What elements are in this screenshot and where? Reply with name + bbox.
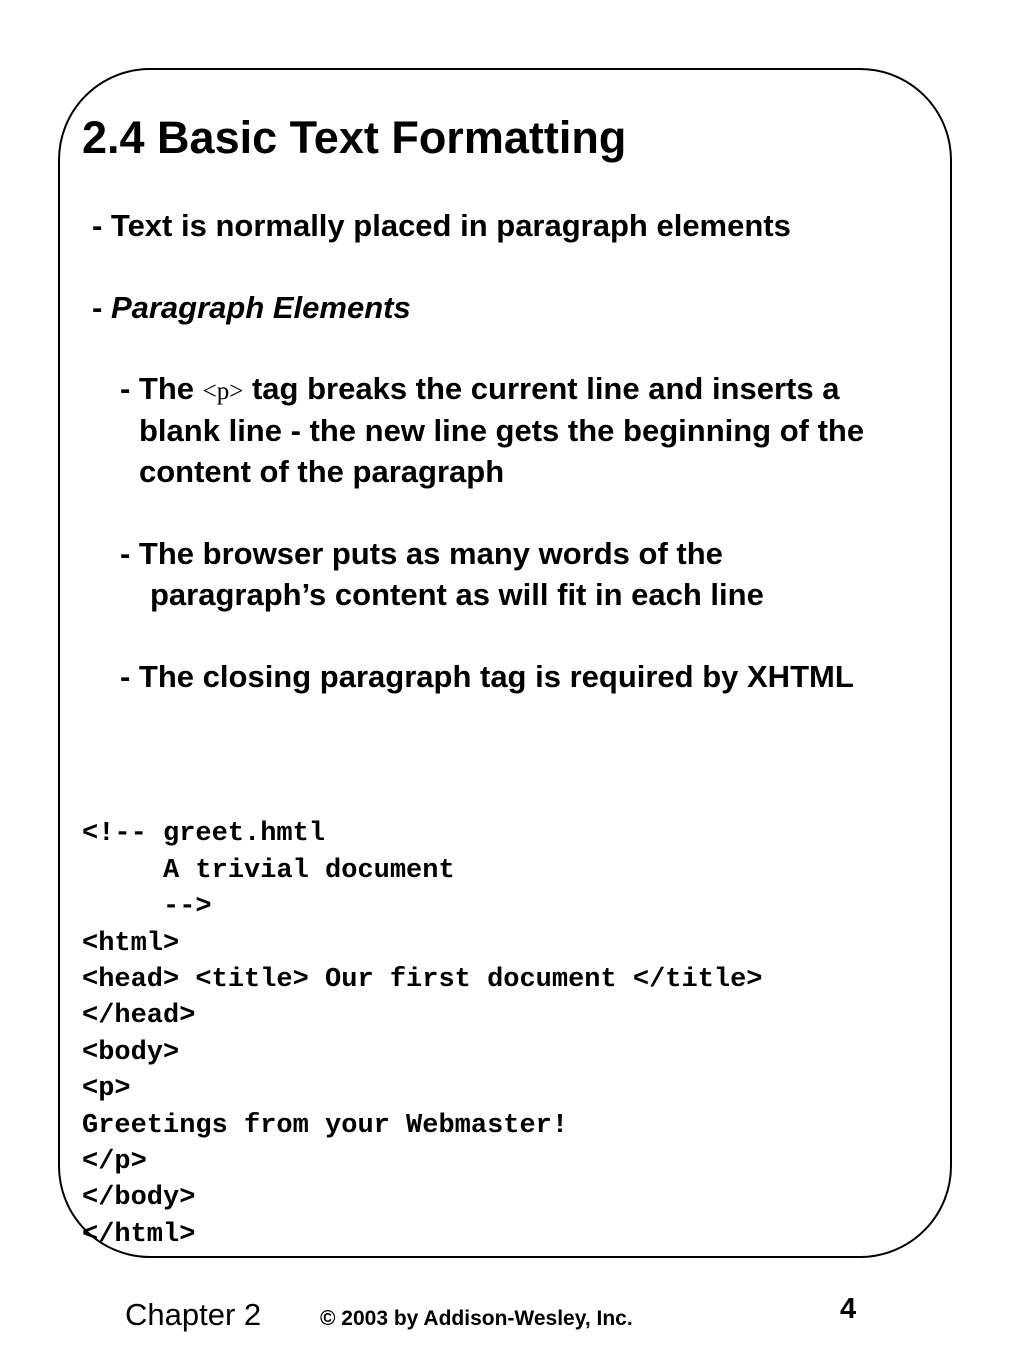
code-line: -->	[82, 892, 212, 923]
footer-copyright: © 2003 by Addison-Wesley, Inc.	[320, 1307, 633, 1330]
code-line: </body>	[82, 1183, 196, 1214]
bullet-browser-line1: - The browser puts as many words of the	[120, 536, 723, 571]
code-line: A trivial document	[82, 855, 455, 886]
bullet-closing-tag: - The closing paragraph tag is required by XHTML	[120, 659, 854, 694]
bullet-p-tag-line1	[120, 368, 839, 413]
code-line: <head> <title> Our first document </title>	[82, 964, 763, 995]
code-line: Greetings from your Webmaster!	[82, 1110, 569, 1141]
slide-title: 2.4 Basic Text Formatting	[82, 112, 627, 163]
code-line: <!-- greet.hmtl	[82, 819, 326, 850]
bullet-paragraph-elements	[92, 287, 411, 329]
bullet-p-tag-suffix: tag breaks the current line and inserts a	[243, 371, 840, 406]
paragraph-elements-heading: Paragraph Elements	[110, 290, 411, 325]
code-line: </p>	[82, 1146, 147, 1177]
bullet-p-tag-prefix: - The	[120, 371, 203, 406]
bullet-p-tag-line2: blank line - the new line gets the beginning of the	[139, 413, 865, 448]
footer-page-number: 4	[840, 1293, 857, 1325]
code-listing	[82, 780, 763, 1290]
bullet-text-in-paragraphs: - Text is normally placed in paragraph elements	[92, 208, 791, 243]
code-line: <body>	[82, 1037, 180, 1068]
bullet-p-tag-line3: content of the paragraph	[139, 454, 505, 489]
code-line: <p>	[82, 1074, 131, 1105]
bullet-dash: -	[92, 290, 111, 325]
code-line: <html>	[82, 928, 180, 959]
footer-chapter: Chapter 2	[125, 1297, 262, 1332]
code-line: </html>	[82, 1219, 196, 1250]
code-line: </head>	[82, 1001, 196, 1032]
bullet-browser-line2: paragraph’s content as will fit in each line	[150, 577, 764, 612]
p-tag-inline-code: <p>	[202, 378, 244, 405]
